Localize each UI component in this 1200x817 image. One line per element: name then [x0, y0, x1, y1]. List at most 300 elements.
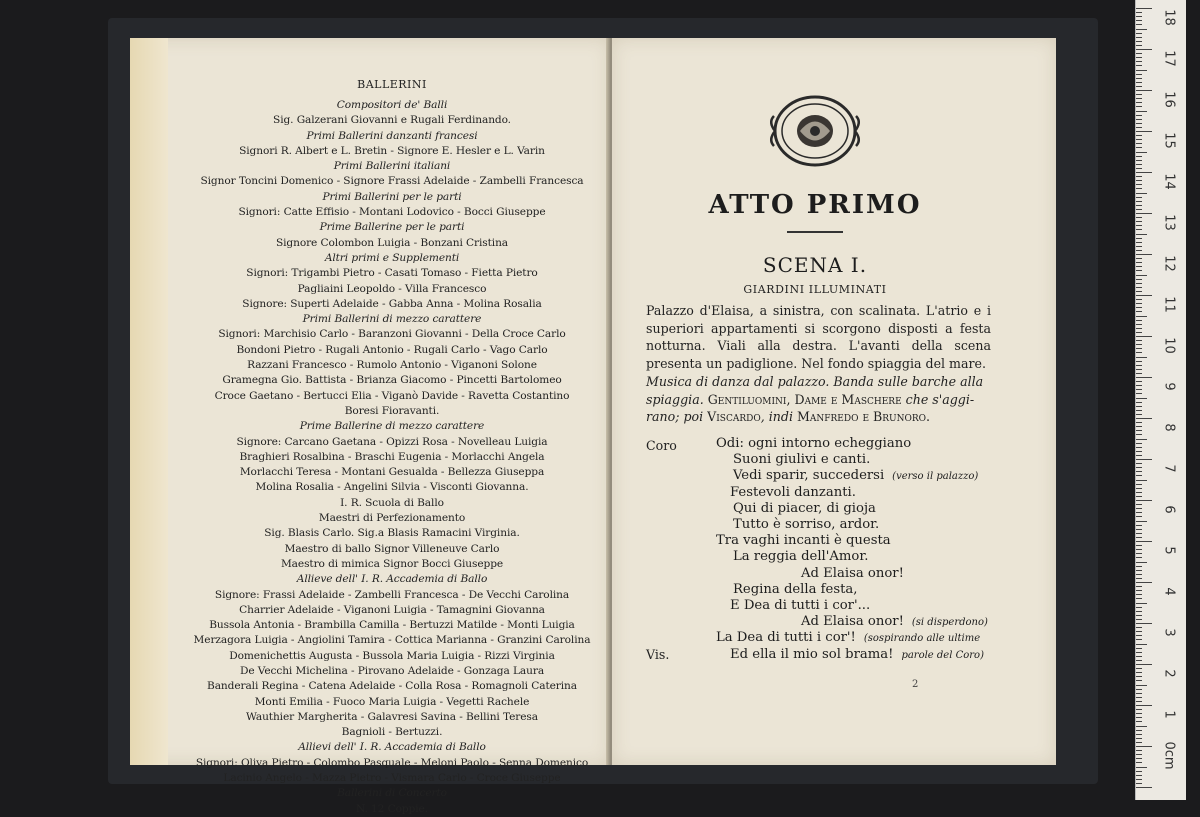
cast-line: Wauthier Margherita - Galavresi Savina - Bellini Teresa	[245, 710, 538, 723]
ruler-tick	[1136, 221, 1142, 222]
verse-stage-direction: (verso il palazzo)	[892, 471, 979, 483]
ruler-tick	[1136, 529, 1142, 530]
cast-line: Maestro di ballo Signor Villeneuve Carlo	[284, 542, 500, 555]
ruler-tick	[1136, 332, 1142, 333]
verse-line	[716, 436, 911, 451]
ruler-tick	[1136, 398, 1147, 399]
cast-line: Maestro di mimica Signor Bocci Giuseppe	[280, 557, 504, 570]
ruler-tick	[1136, 664, 1152, 665]
ruler-tick	[1136, 771, 1142, 772]
cast-line: Signore: Frassi Adelaide - Zambelli Francesca - De Vecchi Carolina	[214, 588, 570, 601]
ruler-tick	[1136, 660, 1142, 661]
ruler-tick	[1136, 451, 1142, 452]
verse-text: La reggia dell'Amor.	[733, 549, 869, 565]
cast-line: Signore: Carcano Gaetana - Opizzi Rosa - Novelleau Luigia	[236, 435, 548, 448]
ruler-tick	[1136, 258, 1142, 259]
ruler-tick	[1136, 160, 1142, 161]
ruler-tick	[1136, 627, 1142, 628]
ruler-tick	[1136, 701, 1142, 702]
ruler-tick	[1136, 726, 1147, 727]
page-number: 2	[912, 679, 919, 690]
ruler-number: 13	[1161, 214, 1177, 231]
cast-line: Altri primi e Supplementi	[324, 251, 460, 264]
ruler-tick	[1136, 8, 1152, 9]
ruler-number: 7	[1161, 464, 1177, 473]
ruler-tick	[1136, 623, 1152, 624]
verse-line	[733, 517, 879, 532]
cast-line: Signori: Catte Effisio - Montani Lodovico - Bocci Giuseppe	[238, 206, 546, 219]
cast-line: Allieve dell' I. R. Accademia di Ballo	[296, 573, 488, 586]
cast-line: Signore Colombon Luigia - Bonzani Cristina	[275, 236, 509, 249]
ruler-tick	[1136, 119, 1142, 120]
ruler-tick	[1136, 516, 1142, 517]
ruler-tick	[1136, 234, 1147, 235]
ruler-tick	[1136, 656, 1142, 657]
ruler-tick	[1136, 102, 1142, 103]
ruler-tick	[1136, 508, 1142, 509]
ruler-tick	[1136, 455, 1142, 456]
ruler-tick	[1136, 578, 1142, 579]
ruler-tick	[1136, 74, 1142, 75]
verse-line	[733, 501, 876, 516]
cast-line: Bussola Antonia - Brambilla Camilla - Bertuzzi Matilde - Monti Luigia	[209, 619, 575, 632]
ruler-tick	[1136, 439, 1147, 440]
verse-text: Regina della festa,	[733, 581, 858, 597]
ruler-tick	[1136, 603, 1147, 604]
music-direction: Musica di danza dal palazzo. Banda sulle barche alla spiaggia. Gentiluomini, Dame e Maschere che s'aggi- rano; poi Viscardo, indi Manfredo e Brunoro.	[646, 374, 984, 425]
ruler-tick	[1136, 762, 1142, 763]
cast-line: Bagnioli - Bertuzzi.	[341, 726, 443, 739]
ruler-tick	[1136, 65, 1142, 66]
ruler-tick	[1136, 730, 1142, 731]
ruler-tick	[1136, 238, 1142, 239]
act-title: ATTO PRIMO	[708, 190, 922, 220]
ruler-number: 6	[1161, 505, 1177, 514]
ruler-tick	[1136, 389, 1142, 390]
verse-text: Ad Elaisa onor!	[801, 614, 904, 630]
ruler-tick	[1136, 480, 1147, 481]
ruler-tick	[1136, 369, 1142, 370]
ruler-tick	[1136, 131, 1152, 132]
verse-line	[733, 582, 857, 597]
ruler-tick	[1136, 270, 1142, 271]
ruler-tick	[1136, 615, 1142, 616]
scene-title: SCENA I.	[762, 253, 868, 277]
ruler-tick	[1136, 127, 1142, 128]
ruler-tick	[1136, 471, 1142, 472]
ballerini-list	[172, 76, 612, 817]
ruler-tick	[1136, 135, 1142, 136]
ruler-tick	[1136, 426, 1142, 427]
ruler-tick	[1136, 361, 1142, 362]
cast-line: I. R. Scuola di Ballo	[340, 496, 444, 509]
ruler-tick	[1136, 447, 1142, 448]
ruler-tick	[1136, 533, 1142, 534]
ruler-number: 4	[1161, 587, 1177, 596]
cast-line: Merzagora Luigia - Angiolini Tamira - Cottica Marianna - Granzini Carolina	[193, 634, 591, 647]
ruler-tick	[1136, 562, 1147, 563]
verse-line	[733, 452, 870, 467]
ruler-tick	[1136, 779, 1142, 780]
ruler-tick	[1136, 279, 1142, 280]
verse-text: Qui di piacer, di gioja	[733, 500, 876, 516]
cast-line: Pagliaini Leopoldo - Villa Francesco	[297, 282, 487, 295]
ruler-number: 12	[1161, 255, 1177, 272]
ruler-tick	[1136, 33, 1142, 34]
ruler-number: 11	[1161, 296, 1177, 313]
ruler-tick	[1136, 418, 1152, 419]
ruler-number: 2	[1161, 669, 1177, 678]
ruler-tick	[1136, 311, 1142, 312]
ruler-tick	[1136, 229, 1142, 230]
verse-text: Tra vaghi incanti è questa	[716, 533, 891, 549]
ruler-tick	[1136, 20, 1142, 21]
ruler-tick	[1136, 295, 1152, 296]
ruler-tick	[1136, 475, 1142, 476]
ruler-tick	[1136, 213, 1152, 214]
ruler-tick	[1136, 41, 1142, 42]
cast-line: Sig. Galzerani Giovanni e Rugali Ferdinando.	[273, 114, 511, 127]
ruler-tick	[1136, 496, 1142, 497]
ruler-tick	[1136, 320, 1142, 321]
ruler-tick	[1136, 262, 1142, 263]
cast-line: Bondoni Pietro - Rugali Antonio - Rugali Carlo - Vago Carlo	[236, 343, 548, 356]
title-rule	[787, 231, 843, 233]
ruler-tick	[1136, 685, 1147, 686]
ruler-tick	[1136, 537, 1142, 538]
ruler-tick	[1136, 598, 1142, 599]
ruler-tick	[1136, 94, 1142, 95]
ruler-tick	[1136, 254, 1152, 255]
ruler-tick	[1136, 164, 1142, 165]
ruler-tick	[1136, 406, 1142, 407]
ruler-tick	[1136, 37, 1142, 38]
cast-line: N. 12 Coppie.	[356, 802, 428, 815]
ruler-number: 18	[1161, 9, 1177, 26]
ruler-tick	[1136, 644, 1147, 645]
ruler-tick	[1136, 287, 1142, 288]
ruler-tick	[1136, 283, 1142, 284]
ruler-number: 15	[1161, 132, 1177, 149]
cast-line: Primi Ballerini per le parti	[322, 190, 462, 203]
ruler-tick	[1136, 115, 1142, 116]
ruler-tick	[1136, 500, 1152, 501]
cast-line: Boresi Fioravanti.	[344, 404, 440, 417]
ruler-tick	[1136, 193, 1147, 194]
cast-line: BALLERINI	[357, 78, 427, 91]
ruler-tick	[1136, 328, 1142, 329]
ruler-tick	[1136, 98, 1142, 99]
ruler-number: 17	[1161, 50, 1177, 67]
ruler-tick	[1136, 758, 1142, 759]
ruler-tick	[1136, 49, 1152, 50]
verse-stage-direction: (sospirando alle ultime	[863, 633, 981, 645]
ruler-tick	[1136, 713, 1142, 714]
ruler-tick	[1136, 430, 1142, 431]
speaker-coro: Coro	[646, 438, 677, 453]
measurement-ruler	[1135, 0, 1186, 800]
ruler-tick	[1136, 750, 1142, 751]
ruler-tick	[1136, 463, 1142, 464]
ruler-tick	[1136, 156, 1142, 157]
ruler-tick	[1136, 467, 1142, 468]
ruler-tick	[1136, 541, 1152, 542]
cast-line: Croce Gaetano - Bertucci Elia - Viganò Davide - Ravetta Costantino	[214, 389, 570, 402]
ruler-tick	[1136, 86, 1142, 87]
ruler-tick	[1136, 82, 1142, 83]
ruler-tick	[1136, 344, 1142, 345]
ruler-tick	[1136, 512, 1142, 513]
ruler-tick	[1136, 631, 1142, 632]
cast-line: Morlacchi Teresa - Montani Gesualda - Bellezza Giuseppa	[239, 466, 545, 479]
decorative-ornament	[770, 92, 860, 170]
ruler-tick	[1136, 525, 1142, 526]
ruler-number: 16	[1161, 91, 1177, 108]
ruler-tick	[1136, 217, 1142, 218]
ruler-tick	[1136, 143, 1142, 144]
ruler-tick	[1136, 566, 1142, 567]
ruler-tick	[1136, 147, 1142, 148]
ruler-tick	[1136, 205, 1142, 206]
ruler-tick	[1136, 705, 1152, 706]
cast-line: Primi Ballerini danzanti francesi	[306, 129, 478, 142]
ruler-tick	[1136, 201, 1142, 202]
ruler-tick	[1136, 410, 1142, 411]
verse-stage-direction: (si disperdono)	[911, 617, 988, 629]
cast-line: Signori: Oliva Pietro - Colombo Pasquale - Meloni Paolo - Senna Domenico	[195, 756, 589, 769]
ruler-tick	[1136, 639, 1142, 640]
ruler-tick	[1136, 336, 1152, 337]
ruler-tick	[1136, 340, 1142, 341]
ruler-tick	[1136, 635, 1142, 636]
ruler-tick	[1136, 385, 1142, 386]
verse-line	[716, 630, 980, 645]
ruler-tick	[1136, 373, 1142, 374]
ruler-tick	[1136, 16, 1142, 17]
ruler-tick	[1136, 24, 1142, 25]
ruler-tick	[1136, 434, 1142, 435]
ruler-tick	[1136, 352, 1142, 353]
ruler-number: 8	[1161, 423, 1177, 432]
verse-text: Suoni giulivi e canti.	[733, 452, 871, 468]
cast-line: Lacinio Angelo - Mazza Pietro - Vismara Carlo - Croce Giuseppe	[223, 772, 561, 785]
ruler-tick	[1136, 787, 1152, 788]
ruler-tick	[1136, 365, 1142, 366]
cast-line: Charrier Adelaide - Viganoni Luigia - Tamagnini Giovanna	[239, 603, 545, 616]
ruler-tick	[1136, 111, 1147, 112]
verse-text: Ad Elaisa onor!	[801, 565, 904, 581]
ruler-tick	[1136, 697, 1142, 698]
ruler-number: 0cm	[1161, 741, 1177, 770]
ruler-tick	[1136, 775, 1142, 776]
cast-line: Primi Ballerini italiani	[333, 160, 451, 173]
cast-line: Signori: Trigambi Pietro - Casati Tomaso - Fietta Pietro	[246, 267, 538, 280]
ruler-tick	[1136, 672, 1142, 673]
cast-line: Maestri di Perfezionamento	[318, 512, 466, 525]
ruler-tick	[1136, 721, 1142, 722]
ruler-tick	[1136, 767, 1147, 768]
ruler-tick	[1136, 570, 1142, 571]
ruler-tick	[1136, 275, 1147, 276]
ruler-tick	[1136, 717, 1142, 718]
ruler-tick	[1136, 242, 1142, 243]
ruler-tick	[1136, 742, 1142, 743]
ruler-tick	[1136, 90, 1152, 91]
cast-line: Prime Ballerine di mezzo carattere	[299, 420, 485, 433]
verse-line	[716, 533, 891, 548]
ruler-tick	[1136, 746, 1152, 747]
ruler-tick	[1136, 545, 1142, 546]
scene-subtitle: GIARDINI ILLUMINATI	[743, 283, 887, 296]
verse-text: Festevoli danzanti.	[730, 484, 856, 500]
ruler-tick	[1136, 393, 1142, 394]
speaker-vis: Vis.	[646, 647, 670, 662]
ruler-tick	[1136, 680, 1142, 681]
verse-text: Vedi sparir, succedersi	[733, 468, 885, 484]
ruler-tick	[1136, 484, 1142, 485]
verse-text: Tutto è sorriso, ardor.	[733, 517, 880, 532]
cast-line: Razzani Francesco - Rumolo Antonio - Viganoni Solone	[247, 359, 537, 372]
verse-line	[730, 647, 984, 662]
cast-line: Allievi dell' I. R. Accademia di Ballo	[298, 741, 486, 754]
ruler-number: 10	[1161, 337, 1177, 354]
ruler-tick	[1136, 29, 1147, 30]
cast-line: Prime Ballerine per le parti	[319, 221, 465, 234]
ruler-tick	[1136, 225, 1142, 226]
cast-line: Braghieri Rosalbina - Braschi Eugenia - Morlacchi Angela	[239, 450, 545, 463]
verse-stage-direction: parole del Coro)	[901, 649, 984, 661]
ruler-tick	[1136, 250, 1142, 251]
ruler-tick	[1136, 668, 1142, 669]
ruler-tick	[1136, 357, 1147, 358]
verse-line	[733, 468, 978, 483]
ruler-number: 5	[1161, 546, 1177, 555]
stage-direction: Palazzo d'Elaisa, a sinistra, con scalinata. L'atrio e i superiori appartamenti si scorgono disposti a festa notturna. Viali alla destra. L'avanti della scena presenta un padiglione. Nel fondo spiaggia del mare.	[646, 303, 991, 371]
ruler-number: 14	[1161, 173, 1177, 190]
cast-line: Signori: Marchisio Carlo - Baranzoni Giovanni - Della Croce Carlo	[218, 328, 566, 341]
ruler-tick	[1136, 61, 1142, 62]
ruler-tick	[1136, 676, 1142, 677]
ruler-number: 1	[1161, 710, 1177, 719]
cast-line: Gramegna Gio. Battista - Brianza Giacomo - Pincetti Bartolomeo	[222, 374, 562, 387]
ruler-tick	[1136, 188, 1142, 189]
ruler-tick	[1136, 734, 1142, 735]
ruler-tick	[1136, 152, 1147, 153]
ruler-tick	[1136, 414, 1142, 415]
ruler-tick	[1136, 738, 1142, 739]
ruler-tick	[1136, 422, 1142, 423]
verse-line	[801, 614, 988, 629]
ruler-tick	[1136, 504, 1142, 505]
ruler-tick	[1136, 45, 1142, 46]
ruler-tick	[1136, 574, 1142, 575]
ruler-tick	[1136, 176, 1142, 177]
ruler-tick	[1136, 209, 1142, 210]
ruler-tick	[1136, 611, 1142, 612]
ruler-tick	[1136, 443, 1142, 444]
cast-line: Primi Ballerini di mezzo carattere	[302, 313, 482, 326]
ruler-tick	[1136, 307, 1142, 308]
cast-line: Signori R. Albert e L. Bretin - Signore E. Hesler e L. Varin	[239, 144, 545, 157]
ruler-tick	[1136, 459, 1152, 460]
ruler-tick	[1136, 754, 1142, 755]
cast-line: Monti Emilia - Fuoco Maria Luigia - Vegetti Rachele	[254, 695, 530, 708]
ruler-tick	[1136, 123, 1142, 124]
cast-line: Compositori de' Balli	[336, 99, 448, 111]
ruler-tick	[1136, 590, 1142, 591]
cast-line: Molina Rosalia - Angelini Silvia - Visconti Giovanna.	[255, 481, 529, 494]
ruler-tick	[1136, 168, 1142, 169]
ruler-tick	[1136, 291, 1142, 292]
verse-text: Ed ella il mio sol brama!	[730, 646, 894, 662]
ruler-tick	[1136, 172, 1152, 173]
ruler-tick	[1136, 303, 1142, 304]
ruler-tick	[1136, 246, 1142, 247]
ruler-tick	[1136, 266, 1142, 267]
ruler-tick	[1136, 783, 1142, 784]
ruler-tick	[1136, 184, 1142, 185]
ruler-tick	[1136, 316, 1147, 317]
ruler-tick	[1136, 709, 1142, 710]
cast-line: Sig. Blasis Carlo. Sig.a Blasis Ramacini Virginia.	[264, 527, 520, 540]
ruler-tick	[1136, 492, 1142, 493]
ruler-tick	[1136, 582, 1152, 583]
cast-line: De Vecchi Michelina - Pirovano Adelaide - Gonzaga Laura	[239, 664, 545, 677]
ruler-number: 3	[1161, 628, 1177, 637]
ruler-tick	[1136, 607, 1142, 608]
ruler-tick	[1136, 693, 1142, 694]
ruler-number: 9	[1161, 382, 1177, 391]
ruler-tick	[1136, 377, 1152, 378]
ruler-tick	[1136, 586, 1142, 587]
cast-line: Signore: Superti Adelaide - Gabba Anna - Molina Rosalia	[242, 297, 542, 310]
ruler-tick	[1136, 299, 1142, 300]
ruler-tick	[1136, 324, 1142, 325]
cast-line: Ballerini di Concerto	[337, 787, 447, 800]
ruler-tick	[1136, 70, 1147, 71]
ruler-tick	[1136, 381, 1142, 382]
ruler-tick	[1136, 180, 1142, 181]
ruler-tick	[1136, 12, 1142, 13]
ruler-tick	[1136, 106, 1142, 107]
verse-line	[730, 598, 870, 613]
verse-line	[801, 566, 904, 581]
ruler-tick	[1136, 557, 1142, 558]
ruler-tick	[1136, 652, 1142, 653]
ruler-tick	[1136, 549, 1142, 550]
ruler-tick	[1136, 53, 1142, 54]
cast-line: Domenichettis Augusta - Bussola Maria Luigia - Rizzi Virginia	[229, 649, 555, 662]
verse-text: La Dea di tutti i cor'!	[716, 630, 856, 646]
ruler-tick	[1136, 348, 1142, 349]
ruler-tick	[1136, 57, 1142, 58]
ruler-tick	[1136, 78, 1142, 79]
ruler-tick	[1136, 521, 1147, 522]
ruler-tick	[1136, 619, 1142, 620]
cast-line: Signor Toncini Domenico - Signore Frassi Adelaide - Zambelli Francesca	[200, 175, 584, 188]
ruler-tick	[1136, 594, 1142, 595]
ruler-tick	[1136, 402, 1142, 403]
ruler-tick	[1136, 488, 1142, 489]
verse-text: Odi: ogni intorno echeggiano	[716, 436, 912, 451]
verse-text: E Dea di tutti i cor'...	[730, 598, 871, 613]
ruler-tick	[1136, 553, 1142, 554]
ruler-tick	[1136, 689, 1142, 690]
verse-line	[730, 485, 856, 500]
ruler-tick	[1136, 197, 1142, 198]
verse-line	[733, 549, 868, 564]
ruler-tick	[1136, 648, 1142, 649]
